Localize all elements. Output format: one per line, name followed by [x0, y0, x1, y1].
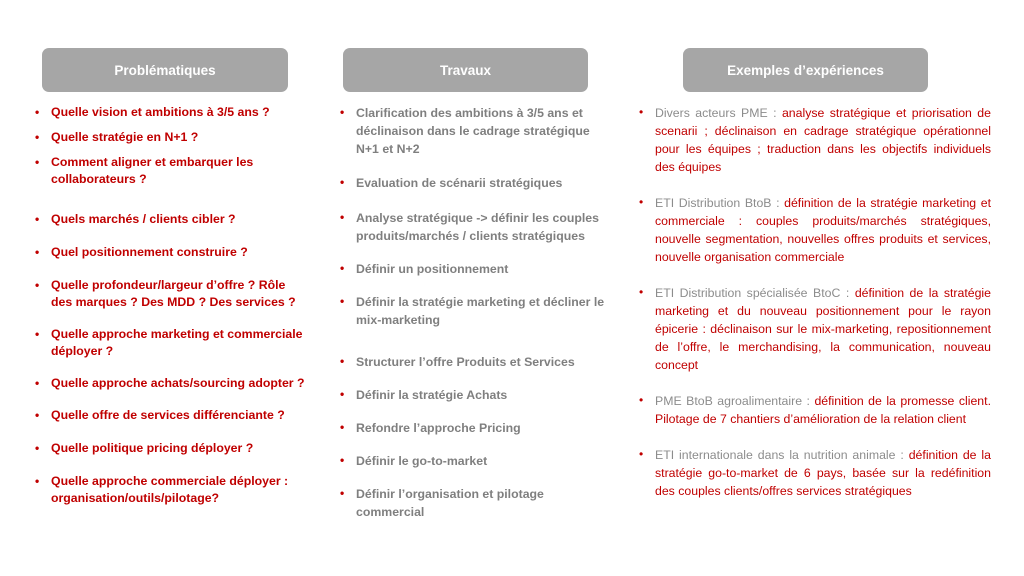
- exemple-item: [639, 104, 991, 176]
- exemple-lead: ETI Distribution spécialisée BtoC :: [655, 286, 855, 300]
- header-problematiques: [42, 48, 288, 92]
- exemple-item: [639, 392, 991, 428]
- header-travaux-label: Travaux: [439, 62, 492, 78]
- problematique-item: • Quel positionnement construire ?: [35, 244, 305, 261]
- header-travaux: [343, 48, 588, 92]
- travail-item: • Structurer l’offre Produits et Services: [340, 353, 612, 371]
- exemple-item: [639, 194, 991, 266]
- exemple-lead: PME BtoB agroalimentaire :: [655, 394, 815, 408]
- travail-item: • Refondre l’approche Pricing: [340, 419, 612, 437]
- header-exemples-label: Exemples d’expériences: [727, 62, 884, 78]
- problematiques-list: [35, 104, 305, 507]
- exemple-lead: Divers acteurs PME :: [655, 106, 782, 120]
- problematique-item: • Quelle approche commerciale déployer : organisation/outils/pilotage?: [35, 473, 305, 507]
- exemple-lead: ETI internationale dans la nutrition animale :: [655, 448, 909, 462]
- travail-item: • Définir la stratégie marketing et décliner le mix-marketing: [340, 293, 612, 329]
- travail-item: • Clarification des ambitions à 3/5 ans et déclinaison dans le cadrage stratégique N+1 et N+2: [340, 104, 612, 158]
- exemple-text: définition de la stratégie go-to-market de 6 pays, basée sur la redéfinition des couples clients/offres services stratégiques: [655, 448, 991, 498]
- problematique-item: • Quels marchés / clients cibler ?: [35, 211, 305, 228]
- problematique-item: • Quelle politique pricing déployer ?: [35, 440, 305, 457]
- travail-item: • Définir la stratégie Achats: [340, 386, 612, 404]
- problematique-item: • Quelle stratégie en N+1 ?: [35, 129, 305, 146]
- exemples-list: [639, 104, 991, 500]
- exemple-text: analyse stratégique et priorisation de scenarii ; déclinaison en cadrage stratégique opérationnel pour les équipes ; traduction dans les objectifs individuels des équipes: [655, 106, 991, 174]
- exemple-text: définition de la promesse client. Pilotage de 7 chantiers d’amélioration de la relation client: [655, 394, 991, 426]
- travail-item: • Définir le go-to-market: [340, 452, 612, 470]
- problematique-item: • Quelle offre de services différenciante ?: [35, 407, 305, 424]
- problematique-item: • Quelle approche achats/sourcing adopter ?: [35, 375, 305, 392]
- travail-item: • Evaluation de scénarii stratégiques: [340, 174, 612, 192]
- header-problematiques-label: Problématiques: [114, 62, 216, 78]
- problematique-item: • Quelle vision et ambitions à 3/5 ans ?: [35, 104, 305, 121]
- problematique-item: • Quelle approche marketing et commerciale déployer ?: [35, 326, 305, 360]
- travail-item: • Analyse stratégique -> définir les couples produits/marchés / clients stratégiques: [340, 209, 612, 245]
- travaux-list: [340, 104, 612, 521]
- exemple-text: définition de la stratégie marketing et commerciale : couples produits/marchés stratégiques, nouvelle segmentation, nouvelles offres produits et services, nouvelle organisation commerciale: [655, 196, 991, 264]
- exemple-item: [639, 284, 991, 374]
- exemple-text: définition de la stratégie marketing et du nouveau positionnement pour le rayon épicerie : déclinaison sur le mix-marketing, repositionnement de l’offre, le merchandising, la communication, nouveau concept: [655, 286, 991, 372]
- exemple-item: [639, 446, 991, 500]
- exemple-lead: ETI Distribution BtoB :: [655, 196, 785, 210]
- travail-item: • Définir l’organisation et pilotage commercial: [340, 485, 612, 521]
- travail-item: • Définir un positionnement: [340, 260, 612, 278]
- problematique-item: • Quelle profondeur/largeur d’offre ? Rôle des marques ? Des MDD ? Des services ?: [35, 277, 305, 311]
- header-exemples: [683, 48, 928, 92]
- problematique-item: • Comment aligner et embarquer les collaborateurs ?: [35, 154, 305, 188]
